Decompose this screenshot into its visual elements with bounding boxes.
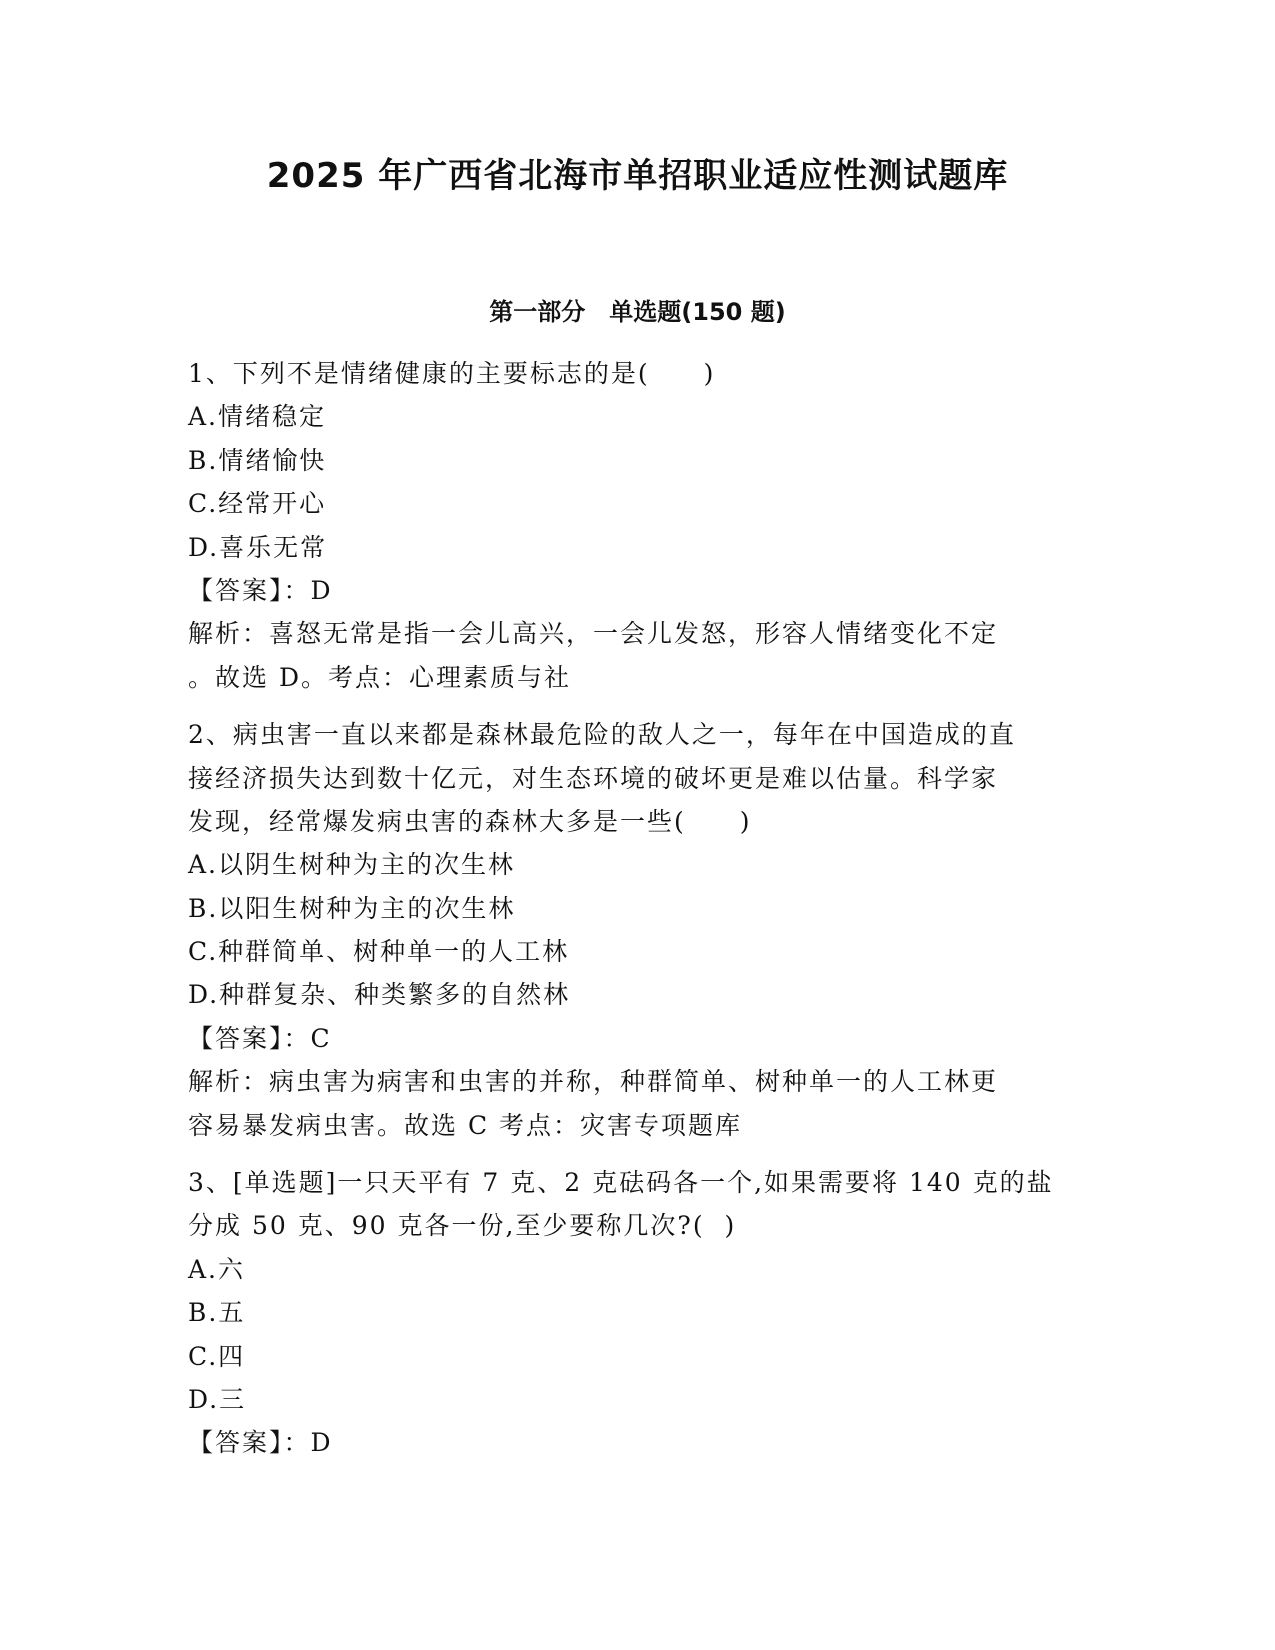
option-a: A.情绪稳定	[188, 402, 327, 432]
answer: 【答案】：C	[188, 1023, 332, 1053]
document-title: 2025 年广西省北海市单招职业适应性测试题库	[266, 156, 1009, 196]
question-stem: 1、下列不是情绪健康的主要标志的是( )	[188, 359, 716, 388]
question-stem: 发现，经常爆发病虫害的森林大多是一些( )	[188, 806, 752, 836]
option-c: C.四	[188, 1341, 246, 1371]
question-stem: 接经济损失达到数十亿元，对生态环境的破坏更是难以估量。科学家	[188, 763, 999, 793]
option-b: B.以阳生树种为主的次生林	[188, 893, 516, 923]
analysis-line: 容易暴发病虫害。故选 C 考点：灾害专项题库	[188, 1110, 743, 1140]
answer: 【答案】：D	[188, 1428, 333, 1458]
option-d: D.喜乐无常	[188, 532, 328, 562]
question-list	[188, 352, 1088, 1465]
option-b: B.五	[188, 1298, 246, 1328]
question-3	[188, 1161, 1088, 1465]
analysis-line: 解析：喜怒无常是指一会儿高兴，一会儿发怒，形容人情绪变化不定	[188, 619, 999, 649]
option-b: B.情绪愉快	[188, 445, 327, 475]
answer: 【答案】：D	[188, 575, 333, 605]
question-1	[188, 352, 1088, 699]
analysis-line: 解析：病虫害为病害和虫害的并称，种群简单、树种单一的人工林更	[188, 1067, 999, 1097]
option-c: C.经常开心	[188, 489, 327, 519]
option-a: A.六	[188, 1254, 246, 1284]
question-stem: 3、[单选题]一只天平有 7 克、2 克砝码各一个,如果需要将 140 克的盐	[188, 1168, 1054, 1198]
option-a: A.以阴生树种为主的次生林	[188, 850, 516, 880]
question-stem: 分成 50 克、90 克各一份,至少要称几次?( )	[188, 1211, 737, 1241]
question-stem: 2、病虫害一直以来都是森林最危险的敌人之一，每年在中国造成的直	[188, 720, 1016, 750]
option-c: C.种群简单、树种单一的人工林	[188, 937, 570, 967]
analysis-line: 。故选 D。考点：心理素质与社	[188, 662, 571, 692]
option-d: D.三	[188, 1384, 247, 1414]
option-d: D.种群复杂、种类繁多的自然林	[188, 980, 571, 1010]
question-2	[188, 713, 1088, 1147]
section-title: 第一部分 单选题(150 题)	[489, 298, 786, 326]
